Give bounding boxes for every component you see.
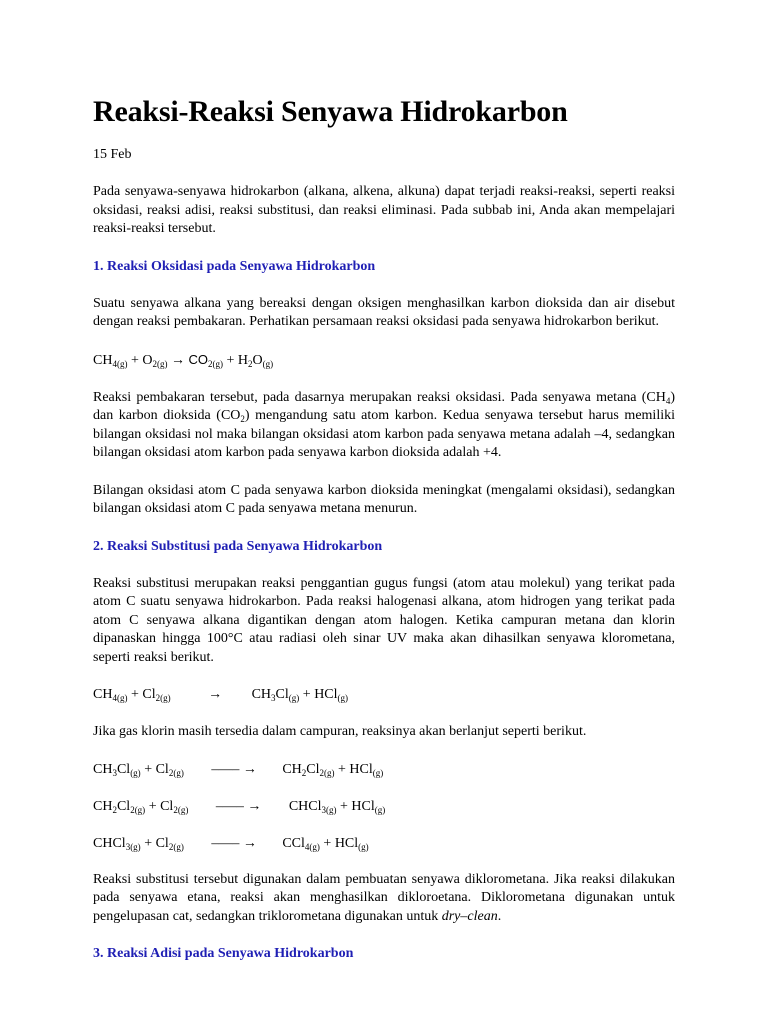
section-2-paragraph-1: Reaksi substitusi merupakan reaksi penggantian gugus fungsi (atom atau molekul) yang terikat pada atom C suatu senyawa hidrokarbon. Pada reaksi halogenasi alkana, atom hidrogen yang terikat pada atom C senyawa alkana digantikan dengan atom halogen. Ketika campuran metana dan klorin dipanaskan hingga 100°C atau radiasi oleh sinar UV maka akan dihasilkan senyawa klorometana, seperti reaksi berikut.	[93, 575, 675, 665]
equation-chlorination-4: CHCl$_{3(g)}$ + $Cl_{2(g)}$ –—– → CCl$_{4(g)}$ + HCl$_{(g)}$	[93, 835, 369, 852]
intro-paragraph: Pada senyawa-senyawa hidrokarbon (alkana, alkena, alkuna) dapat terjadi reaksi-reaksi, seperti reaksi oksidasi, reaksi adisi, reaksi substitusi, dan reaksi eliminasi. Pada subbab ini, Anda akan mempelajari reaksi-reaksi tersebut.	[93, 184, 675, 236]
section-1-paragraph-1: Suatu senyawa alkana yang bereaksi dengan oksigen menghasilkan karbon dioksida dan air disebut dengan reaksi pembakaran. Perhatikan persamaan reaksi oksidasi pada senyawa hidrokarbon berikut.	[93, 295, 675, 329]
section-2-paragraph-2: Jika gas klorin masih tersedia dalam campuran, reaksinya akan berlanjut seperti berikut.	[93, 724, 587, 739]
section-3-heading[interactable]: 3. Reaksi Adisi pada Senyawa Hidrokarbon	[93, 946, 354, 961]
section-2-paragraph-3: Reaksi substitusi tersebut digunakan dalam pembuatan senyawa diklorometana. Jika reaksi dilakukan pada senyawa etana, reaksi akan menghasilkan dikloroetana. Diklorometana digunakan untuk pengelupasan cat, sedangkan triklorometana digunakan untuk dry–clean.	[93, 871, 675, 924]
equation-chlorination-1: $CH_{4(g)} + Cl_{2(g)} \to CH_3Cl_{(g)} + HCl_{(g)}$	[93, 687, 349, 703]
post-date: 15 Feb	[93, 147, 132, 162]
equation-chlorination-3: $CH_2Cl_{2(g)} + Cl_{2(g)}$ –—– → CHCl$_{3(g)}$ + HCl$_{(g)}$	[93, 798, 386, 815]
page-title: Reaksi-Reaksi Senyawa Hidrokarbon	[93, 95, 568, 128]
equation-chlorination-2: $CH_3Cl_{(g)} + Cl_{2(g)}$ –—– → $CH_2Cl_{2(g)} + HCl_{(g)}$	[93, 761, 384, 778]
section-1-paragraph-2: Reaksi pembakaran tersebut, pada dasarnya merupakan reaksi oksidasi. Pada senyawa metana $(CH_4)$ dan karbon dioksida $(CO_2)$ mengandung satu atom karbon. Kedua senyawa tersebut harus memiliki bilangan oksidasi nol maka bilangan oksidasi atom karbon pada senyawa metana adalah –4, sedangkan bilangan oksidasi atom karbon pada senyawa karbon dioksida adalah +4.	[93, 389, 675, 460]
equation-combustion-methane: $CH_{4(g)} + O_{2(g)} \to CO_{2(g)} + H_2O_{(g)}$	[93, 351, 274, 369]
section-1-heading[interactable]: 1. Reaksi Oksidasi pada Senyawa Hidrokarbon	[93, 258, 376, 274]
section-2-heading[interactable]: 2. Reaksi Substitusi pada Senyawa Hidrokarbon	[93, 538, 383, 554]
section-1-paragraph-3: Bilangan oksidasi atom C pada senyawa karbon dioksida meningkat (mengalami oksidasi), sedangkan bilangan oksidasi atom C pada senyawa metana menurun.	[93, 482, 675, 516]
